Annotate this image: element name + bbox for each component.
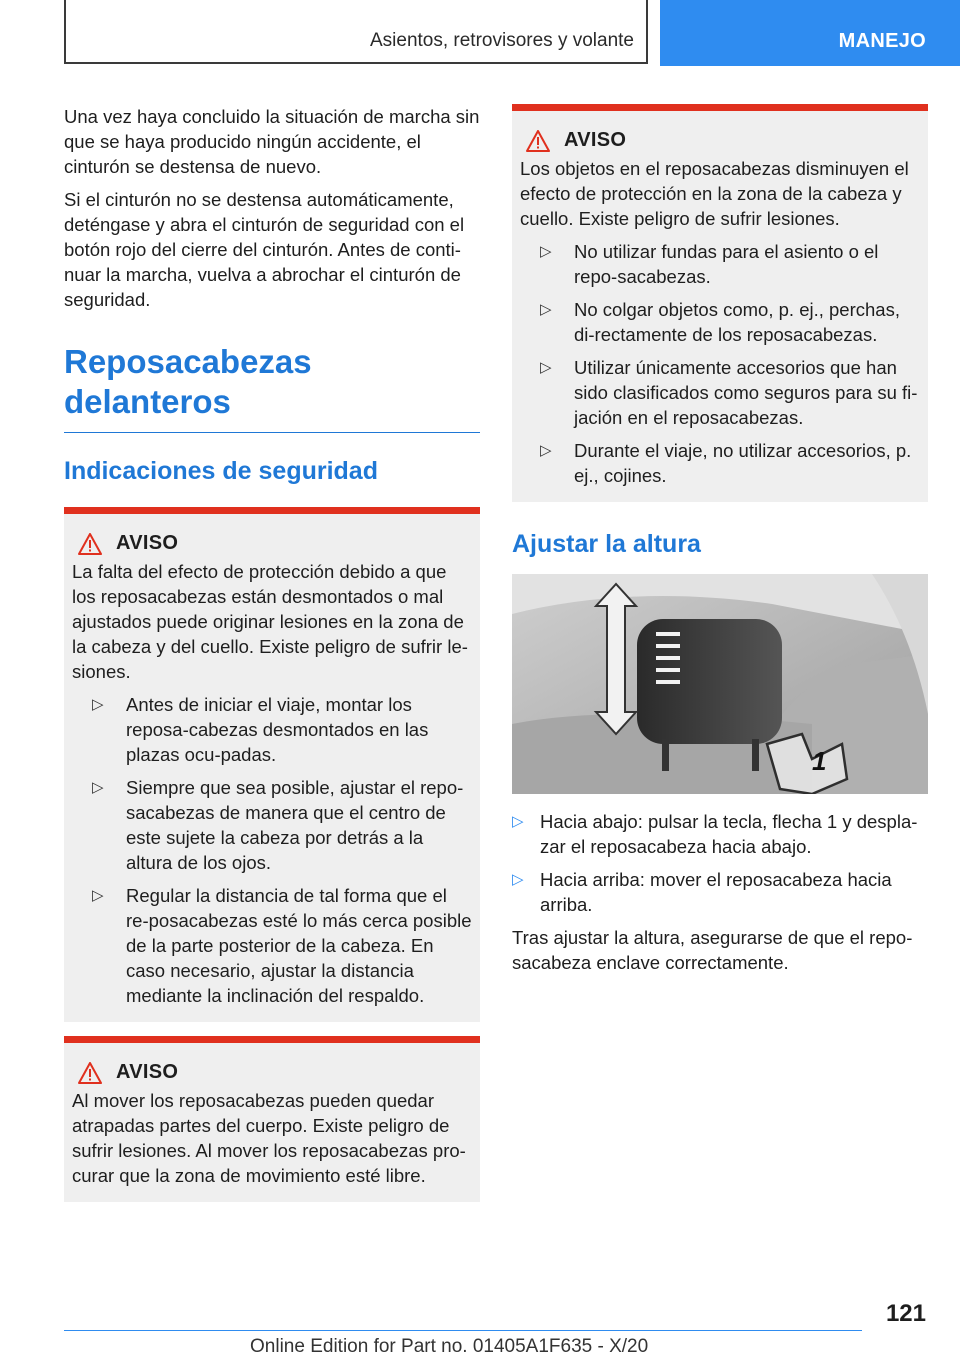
list-item [72, 775, 474, 875]
list-item-text: Siempre que sea posible, ajustar el repo-sacabezas de manera que el centro de este sujete la cabeza por detrás a la altura de los ojos. [126, 777, 464, 873]
right-column [512, 104, 928, 975]
list-item-text: Regular la distancia de tal forma que el re-posacabezas esté lo más cerca posible de la parte posterior de la cabeza. En caso necesario, ajustar la distancia mediante la inclinación del respaldo. [126, 885, 472, 1006]
section-title: Asientos, retrovisores y volante [369, 30, 634, 51]
warning-title: AVISO [116, 532, 179, 554]
list-item [512, 809, 928, 859]
warning-triangle-icon [526, 130, 550, 152]
page-number: 121 [885, 1300, 926, 1327]
warning-text: La falta del efecto de protección debido a que los reposacabezas están desmontados o mal ajustados puede originar lesiones en la zona de la cabeza y del cuello. Existe peligro de sufrir le-siones. [72, 561, 468, 682]
footer-edition: Online Edition for Part no. 01405A1F635 - X/20 [250, 1336, 649, 1357]
paragraph-after-adjust: Tras ajustar la altura, asegurarse de que el repo-sacabeza enclave correctamente. [512, 927, 913, 973]
bullet-arrow-icon: ▷ [540, 442, 552, 459]
list-item [520, 297, 922, 347]
bullet-arrow-icon: ▷ [512, 871, 524, 888]
left-column [64, 104, 480, 1202]
bullet-arrow-icon: ▷ [92, 696, 104, 713]
warning-text: Los objetos en el reposacabezas disminuyen el efecto de protección en la zona de la cabeza y cuello. Existe peligro de sufrir lesiones. [520, 158, 909, 229]
list-item-text: Utilizar únicamente accesorios que han sido clasificados como seguros para su fi-jación en el reposacabezas. [574, 357, 918, 428]
list-item-text: Hacia arriba: mover el reposacabeza hacia arriba. [540, 869, 892, 915]
figure-callout-number: 1 [812, 746, 827, 776]
bullet-arrow-icon: ▷ [92, 779, 104, 796]
list-item [520, 355, 922, 430]
bullet-arrow-icon: ▷ [512, 813, 524, 830]
bullet-arrow-icon: ▷ [540, 301, 552, 318]
paragraph-belt-manual: Si el cinturón no se destensa automáticamente, deténgase y abra el cinturón de seguridad con el botón rojo del cierre del cinturón. Antes de conti-nuar la marcha, vuelva a abrochar el cinturón de seguridad. [64, 189, 465, 310]
list-item [72, 692, 474, 767]
header-section-box [64, 0, 648, 64]
headrest-illustration [512, 574, 928, 794]
list-item [520, 438, 922, 488]
paragraph-belt-release: Una vez haya concluido la situación de marcha sin que se haya producido ningún accidente, el cinturón se destensa de nuevo. [64, 106, 480, 177]
warning-triangle-icon [78, 1062, 102, 1084]
chapter-tab [660, 0, 960, 66]
list-item [520, 239, 922, 289]
list-item [512, 867, 928, 917]
list-item-text: No utilizar fundas para el asiento o el repo-sacabezas. [574, 241, 879, 287]
warning-text: Al mover los reposacabezas pueden quedar atrapadas partes del cuerpo. Existe peligro de sufrir lesiones. Al mover los reposacabezas pro-curar que la zona de movimiento esté libre. [72, 1090, 466, 1186]
warning-box-protection [64, 507, 480, 1022]
bullet-arrow-icon: ▷ [92, 887, 104, 904]
list-item-text: No colgar objetos como, p. ej., perchas, di-rectamente de los reposacabezas. [574, 299, 900, 345]
bullet-arrow-icon: ▷ [540, 243, 552, 260]
subheading-adjust-height: Ajustar la altura [512, 530, 701, 558]
warning-box-objects [512, 104, 928, 502]
warning-title: AVISO [116, 1061, 179, 1083]
list-item [72, 883, 474, 1008]
warning-box-pinching [64, 1036, 480, 1202]
chapter-tab-label: MANEJO [838, 30, 926, 52]
list-item-text: Hacia abajo: pulsar la tecla, flecha 1 y despla-zar el reposacabeza hacia abajo. [540, 811, 918, 857]
warning-triangle-icon [78, 533, 102, 555]
subheading-safety-notes: Indicaciones de seguridad [64, 457, 378, 485]
section-heading-front-headrests: Reposacabezas delanteros [64, 342, 480, 433]
warning-title: AVISO [564, 129, 627, 151]
list-item-text: Antes de iniciar el viaje, montar los reposa-cabezas desmontados en las plazas ocu-padas. [126, 694, 429, 765]
bullet-arrow-icon: ▷ [540, 359, 552, 376]
footer-divider [64, 1330, 862, 1331]
list-item-text: Durante el viaje, no utilizar accesorios, p. ej., cojines. [574, 440, 912, 486]
